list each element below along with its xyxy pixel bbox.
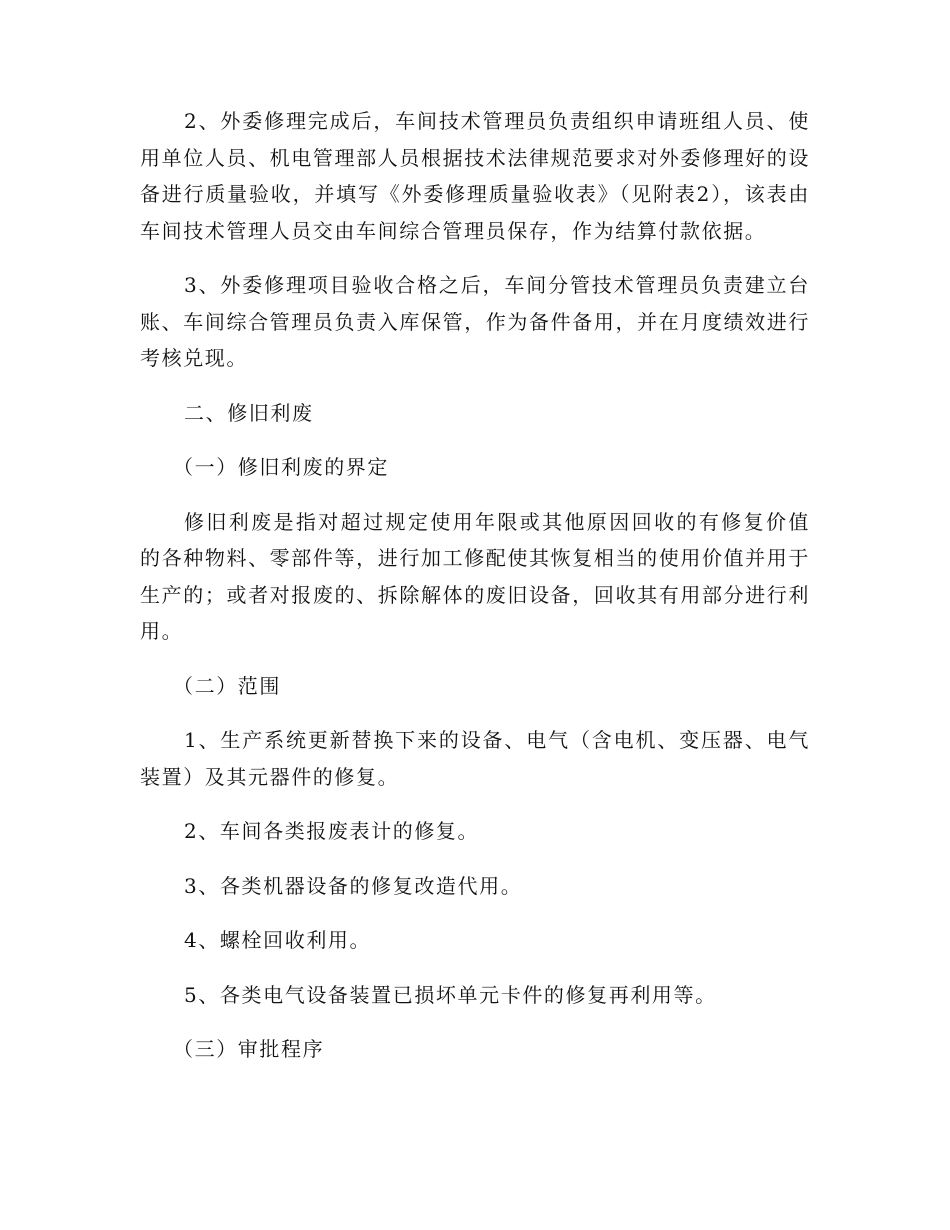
subheading-approval: （三）审批程序	[173, 1037, 325, 1061]
subheading-definition: （一）修旧利废的界定	[173, 455, 389, 479]
list-item-scope-4: 4、螺栓回收利用。	[184, 928, 372, 952]
paragraph-definition: 修旧利废是指对超过规定使用年限或其他原因回收的有修复价值的各种物料、零部件等，进行加工修配使其恢复相当的使用价值并用于生产的；或者对报废的、拆除解体的废旧设备，回收其有用部分进行利用。	[140, 509, 810, 643]
paragraph-acceptance: 2、外委修理完成后，车间技术管理员负责组织申请班组人员、使用单位人员、机电管理部人员根据技术法律规范要求对外委修理好的设备进行质量验收，并填写《外委修理质量验收表》（见附表2），该表由车间技术管理人员交由车间综合管理员保存，作为结算付款依据。	[140, 109, 810, 243]
subheading-scope: （二）范围	[173, 673, 281, 698]
list-item-scope-3: 3、各类机器设备的修复改造代用。	[184, 873, 523, 898]
list-item-scope-2: 2、车间各类报废表计的修复。	[184, 819, 480, 843]
section-heading-repair-reuse: 二、修旧利废	[184, 400, 314, 425]
document-page	[140, 103, 810, 1086]
list-item-scope-1: 1、生产系统更新替换下来的设备、电气（含电机、变压器、电气装置）及其元器件的修复。	[140, 728, 810, 789]
paragraph-ledger: 3、外委修理项目验收合格之后，车间分管技术管理员负责建立台账、车间综合管理员负责入库保管，作为备件备用，并在月度绩效进行考核兑现。	[140, 273, 810, 370]
list-item-scope-5: 5、各类电气设备装置已损坏单元卡件的修复再利用等。	[184, 982, 717, 1007]
